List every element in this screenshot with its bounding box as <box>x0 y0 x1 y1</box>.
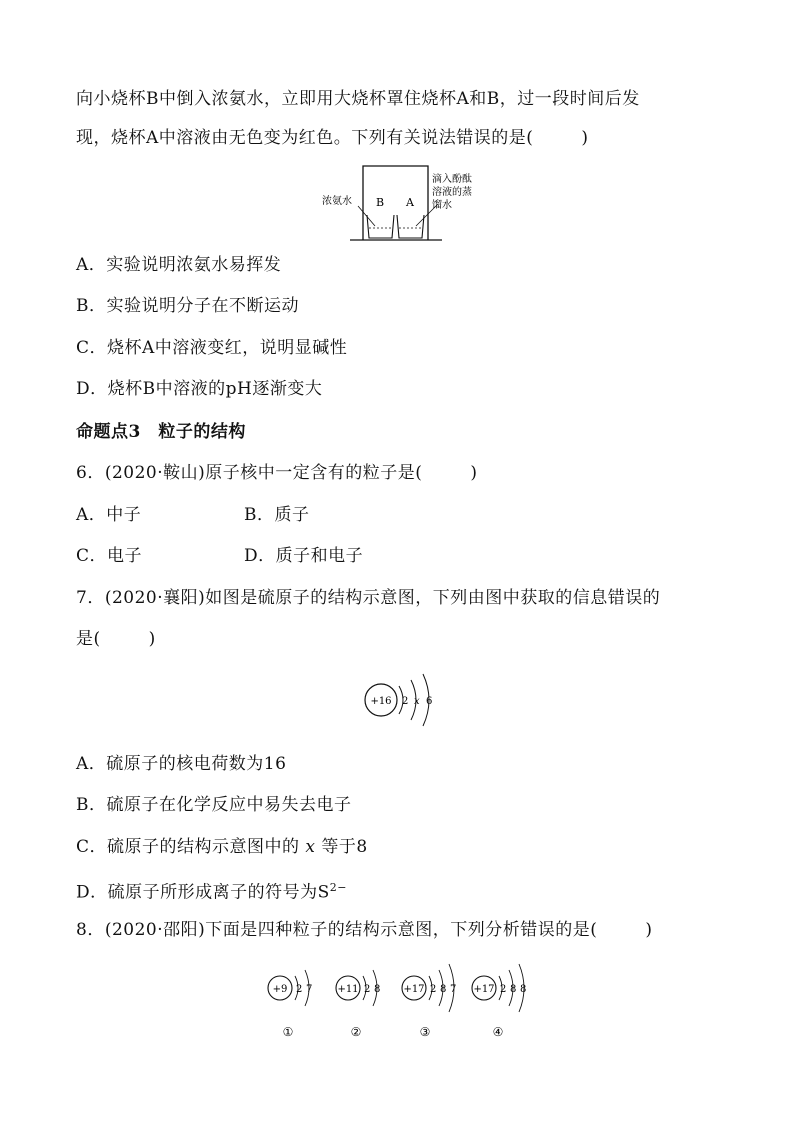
beaker-experiment-figure <box>320 160 490 245</box>
q7-option-d <box>76 877 347 904</box>
large-beaker <box>363 166 428 240</box>
label-a: A <box>406 196 414 209</box>
nucleus-charge: +16 <box>370 696 392 707</box>
q8-stem <box>76 919 653 941</box>
shell-count-1: 2 <box>402 696 409 707</box>
particle-2-label: ② <box>350 1025 362 1039</box>
q7-option-d-text: D．硫原子所形成离子的符号为 <box>76 882 318 903</box>
q7-stem-line1: 7．(2020·襄阳)如图是硫原子的结构示意图，下列由图中获取的信息错误的 <box>76 588 661 608</box>
q7-option-c-tail: 等于8 <box>321 837 368 857</box>
q7-option-a: A．硫原子的核电荷数为16 <box>76 754 287 774</box>
ion-symbol: S <box>317 882 330 903</box>
q7-stem-text: 是( <box>76 629 101 649</box>
label-right-3: 馏水 <box>432 200 452 211</box>
particle-2 <box>336 970 380 1039</box>
q8-stem-text: 8．(2020·邵阳)下面是四种粒子的结构示意图，下列分析错误的是( <box>76 920 598 940</box>
q5-option-a: A．实验说明浓氨水易挥发 <box>76 255 282 275</box>
particle-4 <box>472 964 526 1039</box>
particle-3-e3: 7 <box>450 984 457 995</box>
beaker-a <box>397 215 424 238</box>
q6-option-b: B．质子 <box>244 505 310 525</box>
q7-option-c-text: C．硫原子的结构示意图中的 <box>76 837 300 857</box>
q7-option-b: B．硫原子在化学反应中易失去电子 <box>76 795 352 815</box>
q6-option-a: A．中子 <box>76 505 142 525</box>
particle-1-label: ① <box>282 1025 294 1039</box>
particle-2-e1: 2 <box>364 984 371 995</box>
q6-paren-close: ) <box>470 463 478 483</box>
q5-stem-text: 现，烧杯A中溶液由无色变为红色。下列有关说法错误的是( <box>76 128 534 148</box>
particle-3 <box>402 964 456 1039</box>
beaker-b <box>367 215 394 238</box>
particle-1 <box>268 970 312 1039</box>
particle-4-label: ④ <box>492 1025 504 1039</box>
particle-1-e1: 2 <box>296 984 303 995</box>
particle-4-e3: 8 <box>520 984 527 995</box>
four-particles-diagram <box>258 950 548 1045</box>
particle-1-e2: 7 <box>306 984 313 995</box>
label-ammonia: 浓氨水 <box>322 196 352 207</box>
q6-stem <box>76 462 478 484</box>
particle-4-e1: 2 <box>500 984 507 995</box>
q7-option-c-var: x <box>305 837 316 857</box>
q5-paren-close: ) <box>581 128 589 148</box>
q5-option-b: B．实验说明分子在不断运动 <box>76 296 299 316</box>
label-right-2: 溶液的蒸 <box>432 187 472 198</box>
particle-3-charge: +17 <box>403 984 425 995</box>
q6-stem-text: 6．(2020·鞍山)原子核中一定含有的粒子是( <box>76 463 423 483</box>
particle-2-charge: +11 <box>337 984 359 995</box>
section-heading: 命题点3 粒子的结构 <box>76 422 246 442</box>
label-right-1: 滴入酚酞 <box>432 174 472 185</box>
ion-charge: 2− <box>329 881 348 894</box>
q6-option-c: C．电子 <box>76 546 143 566</box>
shell-count-2: x <box>414 696 420 707</box>
label-b: B <box>376 196 385 209</box>
particle-4-charge: +17 <box>473 984 495 995</box>
q5-option-d: D．烧杯B中溶液的pH逐渐变大 <box>76 379 323 399</box>
q5-stem-line1: 向小烧杯B中倒入浓氨水，立即用大烧杯罩住烧杯A和B，过一段时间后发 <box>76 89 640 109</box>
leader-left <box>358 206 375 226</box>
sulfur-atom-diagram <box>360 670 445 730</box>
q7-stem-line2 <box>76 628 156 650</box>
q6-option-d: D．质子和电子 <box>244 546 364 566</box>
q5-option-c: C．烧杯A中溶液变红，说明显碱性 <box>76 338 348 358</box>
q8-paren-close: ) <box>645 920 653 940</box>
q5-stem-line2 <box>76 127 589 149</box>
particle-3-e2: 8 <box>440 984 447 995</box>
q7-paren-close: ) <box>148 629 156 649</box>
shell-count-3: 6 <box>426 696 433 707</box>
particle-2-e2: 8 <box>374 984 381 995</box>
particle-3-label: ③ <box>419 1025 431 1039</box>
q7-option-c <box>76 836 368 858</box>
particle-4-e2: 8 <box>510 984 517 995</box>
particle-3-e1: 2 <box>430 984 437 995</box>
particle-1-charge: +9 <box>272 984 288 995</box>
